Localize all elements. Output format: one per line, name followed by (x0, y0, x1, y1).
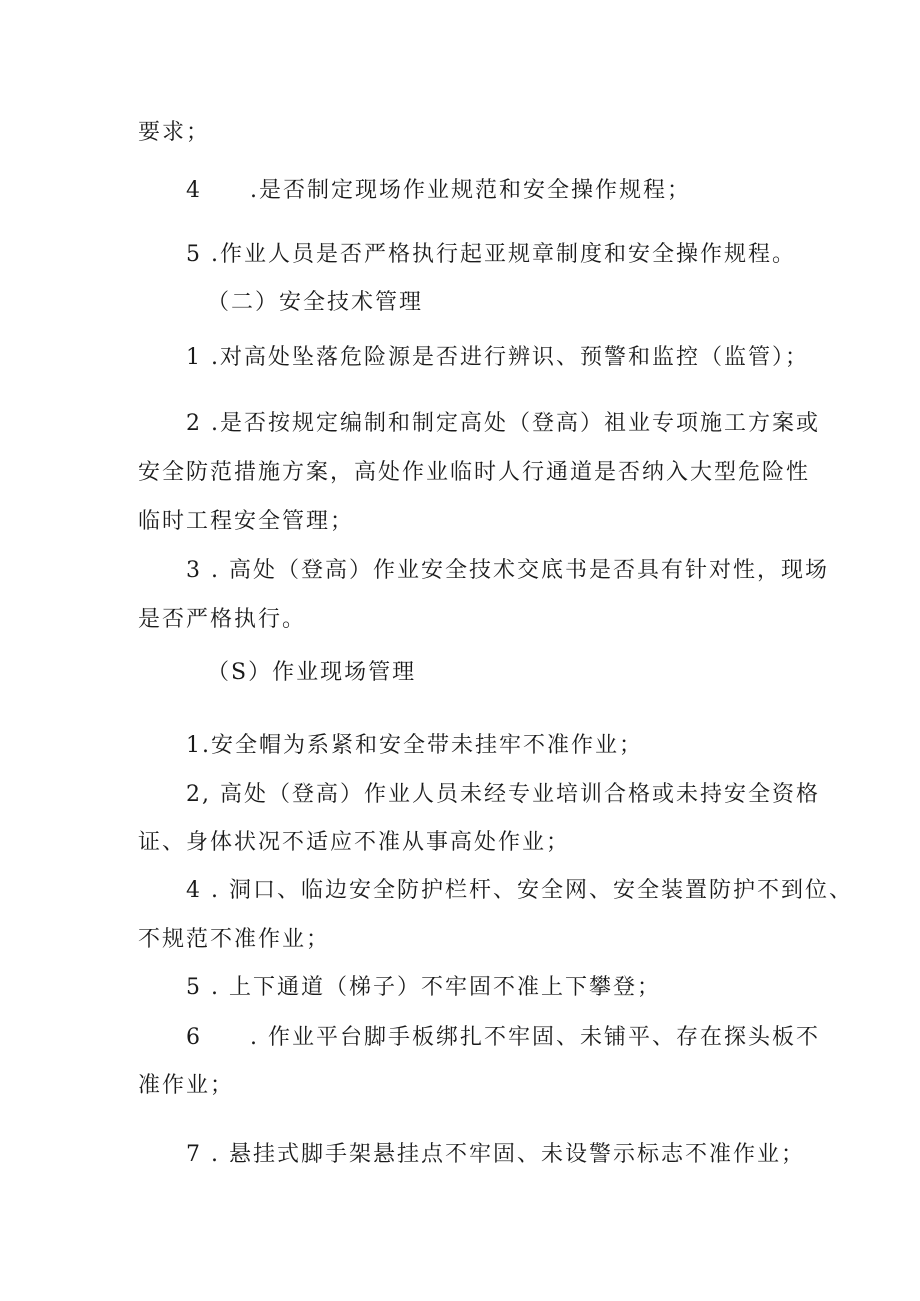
text-line: 3 . 高处（登高）作业安全技术交底书是否具有针对性，现场 (186, 558, 829, 583)
text-line: 准作业； (138, 1073, 235, 1098)
text-line: 2 .是否按规定编制和制定高处（登高）祖业专项施工方案或 (186, 411, 820, 436)
text-line: 要求； (138, 120, 211, 145)
text-line: 安全防范措施方案，高处作业临时人行通道是否纳入大型危险性 (138, 460, 811, 485)
text-line: 1.安全帽为系紧和安全带未挂牢不准作业； (186, 733, 643, 758)
section-heading: （二）安全技术管理 (207, 290, 424, 315)
text-line: 不规范不准作业； (138, 927, 331, 952)
text-line: 7 . 悬挂式脚手架悬挂点不牢固、未设警示标志不准作业； (186, 1142, 805, 1167)
text-line: 2, 高处（登高）作业人员未经专业培训合格或未持安全资格 (186, 782, 820, 807)
text-line: 4 . 洞口、临边安全防护栏杆、安全网、安全装置防护不到位、 (186, 878, 853, 903)
text-line: 4 .是否制定现场作业规范和安全操作规程； (186, 178, 691, 203)
text-line: 6 . 作业平台脚手板绑扎不牢固、未铺平、存在探头板不 (186, 1025, 820, 1050)
text-line: 证、身体状况不适应不准从事高处作业； (138, 830, 571, 855)
text-line: 是否严格执行。 (138, 607, 307, 632)
section-heading: （S）作业现场管理 (207, 660, 417, 685)
text-line: 5 .作业人员是否严格执行起亚规章制度和安全操作规程。 (186, 242, 796, 267)
text-line: 5 . 上下通道（梯子）不牢固不准上下攀登； (186, 975, 661, 1000)
text-line: 1 .对高处坠落危险源是否进行辨识、预警和监控（监管）； (186, 345, 809, 370)
text-line: 临时工程安全管理； (138, 509, 355, 534)
